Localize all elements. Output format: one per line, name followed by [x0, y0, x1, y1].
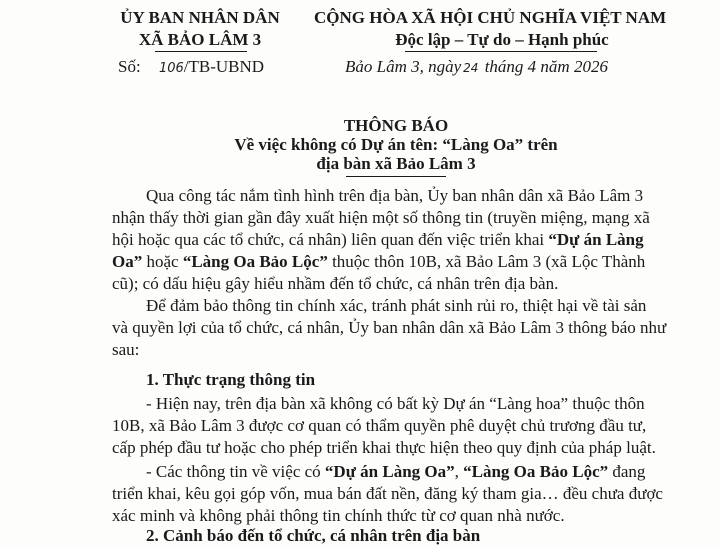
agency-commune: XÃ BẢO LÂM 3: [138, 30, 262, 49]
date-suffix: tháng 4 năm 2026: [484, 57, 608, 76]
p1-l3-bold: “Dự án Làng: [548, 230, 644, 249]
motto-underline: [405, 51, 597, 52]
s1-p2-text-a: - Các thông tin về việc có: [146, 462, 325, 481]
number-handwritten: 106: [158, 61, 184, 76]
section-1-p2-line-3: xác minh và không phải thông tin chính thức từ cơ quan nhà nước.: [112, 506, 565, 525]
paragraph-1-line-5: cũ); có dấu hiệu gây hiểu nhầm đến tổ chức, cá nhân trên địa bàn.: [112, 274, 559, 293]
nation-title: CỘNG HÒA XÃ HỘI CHỦ NGHĨA VIỆT NAM: [314, 8, 667, 27]
section-2-heading: 2. Cảnh báo đến tổ chức, cá nhân trên địa bàn: [146, 526, 481, 545]
s1-p2-text-b: ,: [454, 462, 464, 481]
p1-l4-bold1: Oa”: [112, 252, 143, 271]
paragraph-2-line-3: sau:: [112, 340, 140, 359]
p1-l4-text-b: thuộc thôn 10B, xã Bảo Lâm 3 (xã Lộc Thành: [327, 252, 646, 271]
p1-l4-text-a: hoặc: [142, 252, 183, 271]
agency-underline: [155, 51, 247, 52]
notice-subject-line2: địa bàn xã Bảo Lâm 3: [316, 154, 476, 173]
date-day-handwritten: 24: [463, 61, 479, 75]
s1-p2-bold2: “Làng Oa Bảo Lộc”: [463, 462, 609, 481]
paragraph-1-line-1: Qua công tác nắm tình hình trên địa bàn, Ủy ban nhân dân xã Bảo Lâm 3: [146, 186, 644, 205]
paragraph-2-line-1: Để đảm bảo thông tin chính xác, tránh phát sinh rủi ro, thiệt hại về tài sản: [146, 296, 647, 315]
number-suffix: /TB-UBND: [183, 57, 265, 76]
title-underline: [346, 176, 446, 177]
p1-l3-text: hội hoặc qua các tổ chức, cá nhân) liên quan đến việc triển khai: [112, 230, 549, 249]
document-date: [345, 57, 608, 77]
section-1-p1-line-1: - Hiện nay, trên địa bàn xã không có bất kỳ Dự án “Làng hoa” thuộc thôn: [146, 394, 645, 413]
s1-p2-text-c: đang: [608, 462, 646, 481]
notice-subject-line1: Về việc không có Dự án tên: “Làng Oa” trên: [234, 135, 558, 154]
section-1-p2-line-2: triển khai, kêu gọi góp vốn, mua bán đất nền, đăng ký tham gia… đều chưa được: [112, 484, 663, 503]
section-1-p1-line-2: 10B, xã Bảo Lâm 3 được cơ quan có thẩm quyền phê duyệt chủ trương đầu tư,: [112, 416, 647, 435]
nation-motto: Độc lập – Tự do – Hạnh phúc: [395, 30, 609, 49]
p1-l4-bold2: “Làng Oa Bảo Lộc”: [182, 252, 328, 271]
paragraph-1-line-3: [112, 230, 680, 250]
paragraph-1-line-2: nhận thấy thời gian gần đây xuất hiện một số thông tin (truyền miệng, mạng xã: [112, 208, 650, 227]
section-1-p2-line-1: [146, 462, 680, 482]
s1-p2-bold1: “Dự án Làng Oa”: [324, 462, 455, 481]
number-label: Số:: [118, 57, 141, 76]
notice-title: THÔNG BÁO: [343, 116, 449, 135]
paragraph-2-line-2: và quyền lợi của tổ chức, cá nhân, Ủy ban nhân dân xã Bảo Lâm 3 thông báo như: [112, 318, 667, 337]
document-number: [118, 57, 264, 77]
agency-name: ỦY BAN NHÂN DÂN: [120, 8, 280, 27]
section-1-heading: 1. Thực trạng thông tin: [146, 370, 316, 389]
date-prefix: Bảo Lâm 3, ngày: [345, 57, 462, 76]
paragraph-1-line-4: [112, 252, 680, 272]
section-1-p1-line-3: cấp phép đầu tư hoặc cho phép triển khai thực hiện theo quy định của pháp luật.: [112, 438, 656, 457]
